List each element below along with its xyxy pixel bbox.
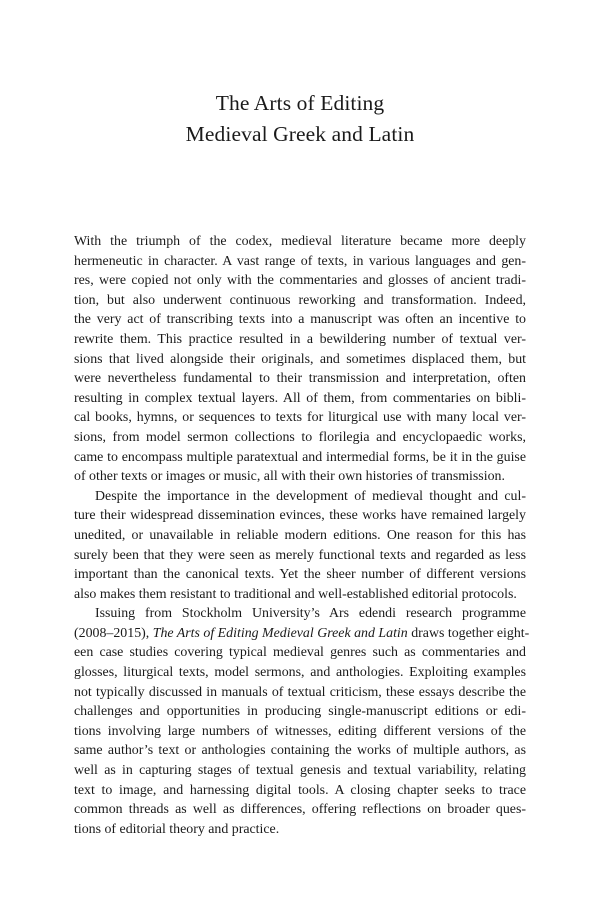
- text-line: tions of editorial theory and practice.: [74, 821, 280, 837]
- text-line: text to image, and harnessing digital tools. A closing chapter seeks to trace: [74, 782, 526, 798]
- text-line: Despite the importance in the development of medieval thought and cul-: [95, 488, 526, 504]
- paragraph-3: [74, 604, 530, 839]
- text-line: ture their widespread dissemination evinces, these works have remained largely: [74, 508, 526, 524]
- text-line: hermeneutic in character. A vast range of texts, in various languages and gen-: [74, 253, 526, 269]
- text-line: res, were copied not only with the commentaries and glosses of ancient tradi-: [74, 273, 526, 289]
- text-line: unedited, or unavailable in reliable modern editions. One reason for this has: [74, 527, 526, 543]
- text-line: Issuing from Stockholm University’s Ars edendi research programme: [95, 606, 526, 622]
- text-line: sions that lived alongside their originals, and sometimes displaced them, but: [74, 351, 526, 367]
- text-fragment: draws together eight-: [407, 625, 530, 641]
- page-title: [0, 88, 600, 150]
- text-line: well as in capturing stages of textual genesis and textual variability, relating: [74, 763, 526, 779]
- paragraph-1: [74, 232, 526, 487]
- text-fragment: (2008–2015),: [74, 625, 153, 641]
- text-line: common threads as well as differences, offering reflections on broader ques-: [74, 802, 526, 818]
- title-line-2: Medieval Greek and Latin: [185, 122, 415, 146]
- title-line-1: The Arts of Editing: [215, 91, 385, 115]
- book-title-italic: The Arts of Editing Medieval Greek and Latin: [152, 625, 408, 641]
- text-line: of other texts or images or music, all with their own histories of transmission.: [74, 469, 505, 485]
- text-line: glosses, liturgical texts, model sermons, and anthologies. Exploiting examples: [74, 665, 526, 681]
- text-line: rewrite them. This practice resulted in a bewildering number of textual ver-: [74, 331, 526, 347]
- text-line: sions, from model sermon collections to florilegia and encyclopaedic works,: [74, 429, 526, 445]
- body-text: [74, 232, 530, 839]
- text-line: resulting in complex textual layers. All of them, from commentaries on bibli-: [74, 390, 526, 406]
- text-line: the very act of transcribing texts into a manuscript was often an incentive to: [74, 312, 526, 328]
- text-line: challenges and opportunities in producing single-manuscript editions or edi-: [74, 704, 526, 720]
- text-line: een case studies covering typical medieval genres such as commentaries and: [74, 645, 526, 661]
- text-line-with-italic-title: [74, 624, 530, 644]
- text-line: not typically discussed in manuals of textual criticism, these essays describe the: [74, 684, 526, 700]
- text-line: tion, but also underwent continuous reworking and transformation. Indeed,: [74, 292, 526, 308]
- paragraph-2: [74, 487, 526, 605]
- text-line: same author’s text or anthologies containing the works of multiple authors, as: [74, 743, 526, 759]
- text-line: were nevertheless fundamental to their transmission and interpretation, often: [74, 371, 526, 387]
- text-line: With the triumph of the codex, medieval literature became more deeply: [74, 234, 526, 249]
- text-line: came to encompass multiple paratextual and intermedial forms, be it in the guise: [74, 449, 526, 465]
- text-line: important than the canonical texts. Yet the sheer number of different versions: [74, 567, 526, 583]
- text-line: tions involving large numbers of witnesses, editing different versions of the: [74, 723, 526, 739]
- text-line: also makes them resistant to traditional and well-established editorial protocols.: [74, 586, 517, 602]
- text-line: surely been that they were seen as merely functional texts and regarded as less: [74, 547, 526, 563]
- text-line: cal books, hymns, or sequences to texts for liturgical use with many local ver-: [74, 410, 526, 426]
